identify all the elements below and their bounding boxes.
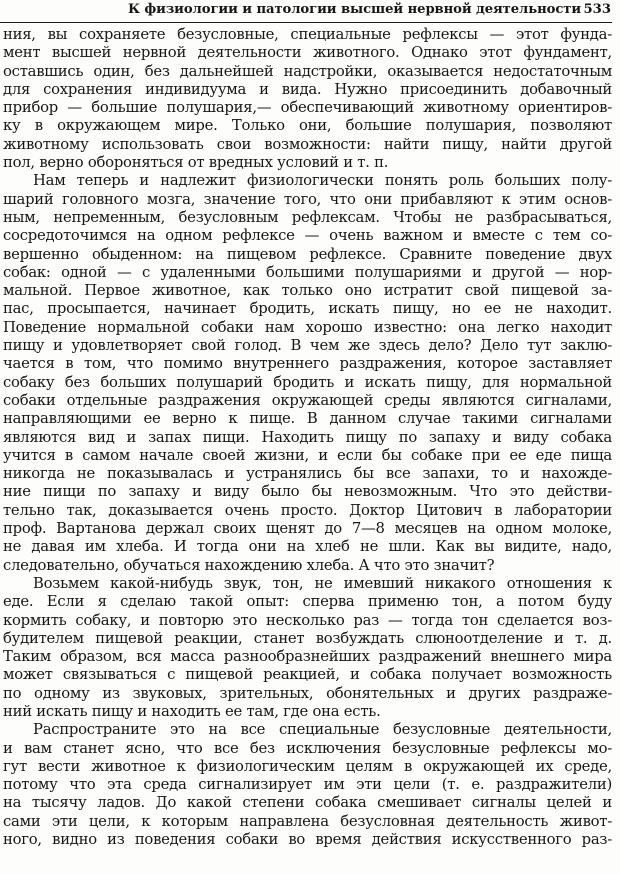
text-line: Поведение нормальной собаки нам хорошо известно: она легко находит	[3, 318, 612, 336]
text-line: тельно так, доказывается очень просто. Доктор Цитович в лаборатории	[3, 501, 612, 519]
text-line: Таким образом, вся масса разнообразнейших раздражений внешнего мира	[3, 648, 612, 666]
text-line: мальной. Первое животное, как только оно истратит свой пищевой за-	[3, 282, 612, 300]
text-line: еде. Если я сделаю такой опыт: сперва применю тон, а потом буду	[3, 593, 612, 611]
text-line: Нам теперь и надлежит физиологически понять роль больших полу-	[33, 172, 612, 190]
text-line: ным, непременным, безусловным рефлексам. Чтобы не разбрасываться,	[3, 208, 612, 226]
body-text	[3, 26, 612, 849]
text-line: Возьмем какой-нибудь звук, тон, не имевший никакого отношения к	[33, 574, 612, 592]
text-line: собаки отдельные раздражения окружающей среды являются сигналами,	[3, 391, 612, 409]
text-line: вершенно обыденном: на пищевом рефлексе. Сравните поведение двух	[3, 245, 612, 263]
text-line: гут вести животное к физиологическим целям в окружающей их среде,	[3, 757, 612, 775]
text-line: собаку без больших полушарий бродить и искать пищу, для нормальной	[3, 373, 612, 391]
text-line: ние пищи по запаху и виду было бы невозможным. Что это действи-	[3, 483, 612, 501]
text-line: являются вид и запах пищи. Находить пищу по запаху и виду собака	[3, 428, 612, 446]
text-line: прибор — большие полушария,— обеспечивающий животному ориентиров-	[3, 99, 612, 117]
text-line: кормить собаку, и повторю это несколько раз — тогда тон сделается воз-	[3, 611, 612, 629]
text-line: мент высшей нервной деятельности животного. Однако этот фундамент,	[3, 44, 612, 62]
text-line: направляющими ее верно к пище. В данном случае такими сигналами	[3, 410, 612, 428]
text-line: будителем пищевой реакции, станет возбуждать слюноотделение и т. д.	[3, 629, 612, 647]
paragraph	[3, 575, 612, 721]
text-line: потому что эта среда сигнализирует им эти цели (т. е. раздражители)	[3, 776, 612, 794]
text-line: проф. Вартанова держал своих щенят до 7—8 месяцев на одном молоке,	[3, 520, 612, 538]
text-line: Распространите это на все специальные безусловные деятельности,	[33, 721, 612, 739]
paragraph	[3, 172, 612, 575]
text-line: сосредоточимся на одном рефлексе — очень важном и вместе с тем со-	[3, 227, 612, 245]
text-line: на тысячу ладов. До какой степени собака смешивает сигналы целей и	[3, 794, 612, 812]
paragraph	[3, 721, 612, 849]
text-line: сами эти цели, к которым направлена безусловная деятельность живот-	[3, 812, 612, 830]
text-line: ку в окружающем мире. Только они, большие полушария, позволяют	[3, 117, 612, 135]
text-line: ного, видно из поведения собаки во время действия искусственного раз-	[3, 831, 612, 849]
text-line: по одному из звуковых, зрительных, обонятельных и других раздраже-	[3, 684, 612, 702]
text-line: не давая им хлеба. И тогда они на хлеб не шли. Как вы видите, надо,	[3, 538, 612, 556]
text-line: собак: одной — с удаленными большими полушариями и другой — нор-	[3, 263, 612, 281]
text-line: учится в самом начале своей жизни, и если бы собаке при ее еде пища	[3, 446, 612, 464]
running-header	[0, 0, 612, 22]
text-line: пол, верно обороняться от вредных условий и т. п.	[3, 154, 389, 172]
text-line: и вам станет ясно, что все без исключения безусловные рефлексы мо-	[3, 739, 612, 757]
text-line: оставшись один, без дальнейшей надстройки, оказывается недостаточным	[3, 62, 612, 80]
text-line: следовательно, обучаться нахождению хлеба. А что это значит?	[3, 556, 495, 574]
text-line: ний искать пищу и находить ее там, где она есть.	[3, 702, 381, 720]
text-line: пищу и удовлетворяет свой голод. В чем же здесь дело? Дело тут заклю-	[3, 337, 612, 355]
text-line: никогда не показывалась и устранялись бы все запахи, то и нахожде-	[3, 465, 612, 483]
text-line: животному использовать свои возможности: найти пищу, найти другой	[3, 135, 612, 153]
text-line: ния, вы сохраняете безусловные, специальные рефлексы — этот фунда-	[3, 26, 612, 43]
running-head-title: К физиологии и патологии высшей нервной деятельности	[128, 2, 582, 17]
text-line: чается в том, что помимо внутреннего раздражения, которое заставляет	[3, 355, 612, 373]
header-rule	[0, 22, 612, 23]
text-line: может связываться с пищевой реакцией, и собака получает возможность	[3, 666, 612, 684]
paragraph	[3, 26, 612, 172]
text-line: для сохранения индивидуума и вида. Нужно присоединить добавочный	[3, 80, 612, 98]
text-line: шарий головного мозга, значение того, что они прибавляют к этим основ-	[3, 190, 612, 208]
text-line: пас, просыпается, начинает бродить, искать пищу, но ее не находит.	[3, 300, 612, 318]
page-number: 533	[583, 2, 611, 17]
